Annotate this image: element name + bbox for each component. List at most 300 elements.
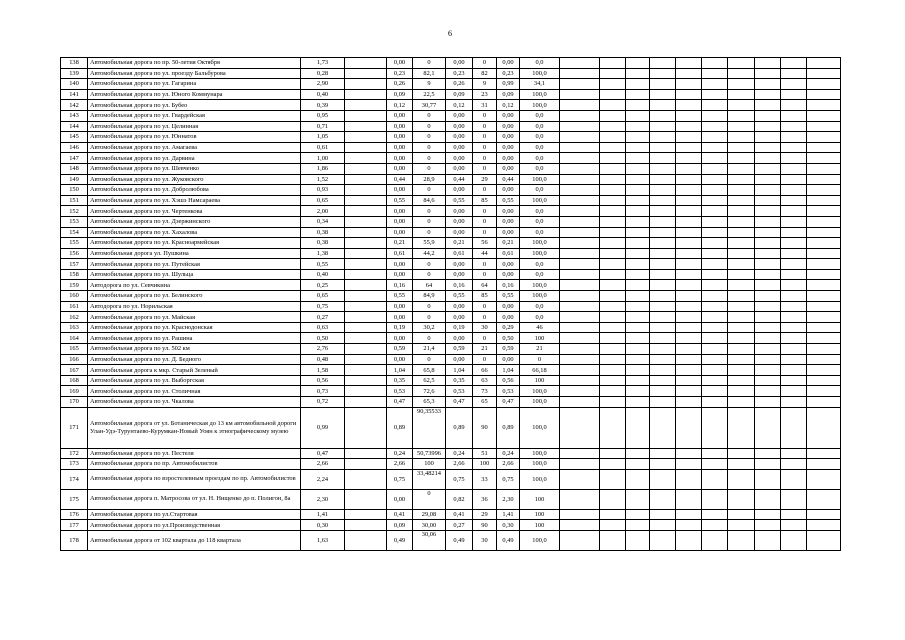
value-cell: 100,0	[520, 448, 560, 459]
row-number-cell: 150	[61, 185, 88, 196]
empty-cell	[676, 195, 702, 206]
value-cell: 0	[413, 354, 446, 365]
road-name-cell: Автомобильная дорога по ул. Гвардейская	[88, 110, 301, 121]
empty-cell	[626, 448, 650, 459]
empty-cell	[650, 354, 676, 365]
empty-cell	[755, 312, 781, 323]
value-cell: 0,89	[387, 407, 413, 448]
empty-cell	[560, 469, 600, 489]
table-row	[61, 163, 841, 174]
value-cell: 0,00	[497, 58, 520, 69]
empty-cell	[650, 448, 676, 459]
value-cell: 100	[520, 520, 560, 531]
empty-cell	[676, 530, 702, 550]
empty-cell	[650, 344, 676, 355]
value-cell	[345, 509, 387, 520]
value-cell: 0,53	[387, 386, 413, 397]
empty-cell	[676, 469, 702, 489]
empty-cell	[650, 58, 676, 69]
empty-cell	[560, 216, 600, 227]
value-cell: 0,38	[301, 227, 345, 238]
value-cell: 0,59	[387, 344, 413, 355]
value-cell: 100,0	[520, 459, 560, 470]
empty-cell	[807, 333, 841, 344]
empty-cell	[626, 280, 650, 291]
empty-cell	[807, 312, 841, 323]
empty-cell	[560, 79, 600, 90]
empty-cell	[755, 206, 781, 217]
value-cell: 0,55	[497, 195, 520, 206]
empty-cell	[807, 58, 841, 69]
empty-cell	[600, 520, 626, 531]
empty-cell	[702, 448, 728, 459]
value-cell: 30,00	[413, 520, 446, 531]
empty-cell	[676, 397, 702, 408]
empty-cell	[728, 132, 755, 143]
empty-cell	[781, 174, 807, 185]
empty-cell	[600, 121, 626, 132]
empty-cell	[728, 469, 755, 489]
empty-cell	[807, 301, 841, 312]
value-cell: 0,82	[446, 489, 473, 509]
value-cell: 0,25	[301, 280, 345, 291]
empty-cell	[728, 459, 755, 470]
empty-cell	[676, 58, 702, 69]
empty-cell	[807, 469, 841, 489]
empty-cell	[755, 509, 781, 520]
empty-cell	[755, 448, 781, 459]
value-cell: 0,00	[446, 185, 473, 196]
value-cell: 73	[473, 386, 497, 397]
empty-cell	[626, 312, 650, 323]
value-cell: 0,00	[497, 269, 520, 280]
empty-cell	[560, 386, 600, 397]
empty-cell	[600, 142, 626, 153]
row-number-cell: 163	[61, 322, 88, 333]
value-cell: 0,44	[387, 174, 413, 185]
value-cell: 1,86	[301, 163, 345, 174]
empty-cell	[676, 386, 702, 397]
empty-cell	[781, 58, 807, 69]
value-cell: 0,12	[446, 100, 473, 111]
value-cell: 0,00	[446, 163, 473, 174]
empty-cell	[600, 530, 626, 550]
empty-cell	[650, 174, 676, 185]
empty-cell	[560, 280, 600, 291]
road-name-cell: Автодорога по ул. Норильская	[88, 301, 301, 312]
value-cell	[345, 259, 387, 270]
value-cell: 0,49	[446, 530, 473, 550]
value-cell: 0	[413, 58, 446, 69]
value-cell: 0	[473, 354, 497, 365]
row-number-cell: 145	[61, 132, 88, 143]
empty-cell	[650, 530, 676, 550]
empty-cell	[650, 375, 676, 386]
empty-cell	[702, 163, 728, 174]
row-number-cell: 168	[61, 375, 88, 386]
value-cell: 82	[473, 68, 497, 79]
value-cell: 30	[473, 322, 497, 333]
row-number-cell: 144	[61, 121, 88, 132]
empty-cell	[650, 79, 676, 90]
value-cell: 21	[473, 344, 497, 355]
value-cell: 0,59	[446, 344, 473, 355]
empty-cell	[807, 344, 841, 355]
empty-cell	[755, 195, 781, 206]
value-cell: 0,63	[301, 322, 345, 333]
empty-cell	[781, 142, 807, 153]
value-cell: 2,00	[301, 206, 345, 217]
empty-cell	[702, 132, 728, 143]
empty-cell	[676, 206, 702, 217]
empty-cell	[728, 248, 755, 259]
empty-cell	[781, 238, 807, 249]
empty-cell	[728, 509, 755, 520]
value-cell: 0,00	[387, 216, 413, 227]
empty-cell	[807, 79, 841, 90]
table-row	[61, 301, 841, 312]
empty-cell	[560, 248, 600, 259]
value-cell: 0,61	[446, 248, 473, 259]
empty-cell	[755, 354, 781, 365]
value-cell: 0,99	[497, 79, 520, 90]
empty-cell	[728, 174, 755, 185]
road-name-cell: Автомобильная дорога по ул. Бубео	[88, 100, 301, 111]
empty-cell	[781, 153, 807, 164]
value-cell: 0,40	[301, 89, 345, 100]
value-cell: 0,30	[497, 520, 520, 531]
empty-cell	[650, 227, 676, 238]
value-cell: 0,26	[446, 79, 473, 90]
row-number-cell: 142	[61, 100, 88, 111]
value-cell: 1,00	[301, 153, 345, 164]
road-name-cell: Автомобильная дорога по ул. 502 км	[88, 344, 301, 355]
value-cell: 2,66	[497, 459, 520, 470]
road-name-cell: Автомобильная дорога по ул. Д. Бедного	[88, 354, 301, 365]
value-cell	[345, 322, 387, 333]
empty-cell	[781, 397, 807, 408]
row-number-cell: 166	[61, 354, 88, 365]
value-cell: 0,00	[497, 354, 520, 365]
value-cell: 0,72	[301, 397, 345, 408]
empty-cell	[650, 509, 676, 520]
empty-cell	[560, 100, 600, 111]
value-cell: 0,71	[301, 121, 345, 132]
value-cell: 0,55	[301, 259, 345, 270]
empty-cell	[755, 79, 781, 90]
row-number-cell: 153	[61, 216, 88, 227]
empty-cell	[781, 322, 807, 333]
value-cell: 0	[473, 163, 497, 174]
value-cell	[345, 448, 387, 459]
empty-cell	[755, 259, 781, 270]
empty-cell	[650, 397, 676, 408]
road-name-cell: Автомобильная дорога п. Матросова от ул. Н. Нищенко до п. Полигон, 8а	[88, 489, 301, 509]
empty-cell	[702, 520, 728, 531]
road-name-cell: Автомобильная дорога по ул. Хэшэ Намсараева	[88, 195, 301, 206]
value-cell	[345, 89, 387, 100]
empty-cell	[807, 509, 841, 520]
value-cell: 0,40	[301, 269, 345, 280]
row-number-cell: 170	[61, 397, 88, 408]
value-cell: 100,0	[520, 397, 560, 408]
value-cell: 0,00	[446, 153, 473, 164]
empty-cell	[728, 280, 755, 291]
value-cell	[345, 68, 387, 79]
empty-cell	[676, 142, 702, 153]
empty-cell	[807, 489, 841, 509]
empty-cell	[650, 195, 676, 206]
empty-cell	[676, 79, 702, 90]
road-name-cell: Автомобильная дорога от 102 квартала до 118 квартала	[88, 530, 301, 550]
value-cell: 0	[473, 301, 497, 312]
value-cell: 0,0	[520, 163, 560, 174]
empty-cell	[676, 489, 702, 509]
empty-cell	[807, 121, 841, 132]
table-row	[61, 530, 841, 550]
empty-cell	[728, 365, 755, 376]
table-row	[61, 110, 841, 121]
empty-cell	[676, 322, 702, 333]
road-name-cell: Автомобильная дорога по ул. Дарвина	[88, 153, 301, 164]
value-cell: 0,0	[520, 142, 560, 153]
empty-cell	[781, 185, 807, 196]
empty-cell	[626, 365, 650, 376]
empty-cell	[600, 79, 626, 90]
empty-cell	[560, 238, 600, 249]
empty-cell	[600, 248, 626, 259]
empty-cell	[560, 132, 600, 143]
value-cell: 100,0	[520, 291, 560, 302]
value-cell: 100,0	[520, 386, 560, 397]
empty-cell	[626, 354, 650, 365]
table-row	[61, 269, 841, 280]
table-row	[61, 365, 841, 376]
table-body	[61, 58, 841, 551]
value-cell: 1,41	[301, 509, 345, 520]
value-cell: 0,00	[497, 142, 520, 153]
value-cell: 100,0	[520, 530, 560, 550]
empty-cell	[560, 375, 600, 386]
value-cell: 64	[413, 280, 446, 291]
value-cell: 0	[413, 163, 446, 174]
table-row	[61, 448, 841, 459]
empty-cell	[755, 386, 781, 397]
value-cell: 100,0	[520, 469, 560, 489]
empty-cell	[755, 153, 781, 164]
value-cell: 0,27	[301, 312, 345, 323]
empty-cell	[702, 68, 728, 79]
row-number-cell: 171	[61, 407, 88, 448]
empty-cell	[755, 301, 781, 312]
empty-cell	[560, 121, 600, 132]
value-cell: 0,00	[446, 132, 473, 143]
value-cell	[345, 79, 387, 90]
empty-cell	[807, 163, 841, 174]
value-cell: 0,0	[520, 110, 560, 121]
value-cell: 0,00	[387, 489, 413, 509]
value-cell: 0,61	[387, 248, 413, 259]
empty-cell	[600, 100, 626, 111]
value-cell: 0,95	[301, 110, 345, 121]
empty-cell	[807, 365, 841, 376]
value-cell: 1,73	[301, 58, 345, 69]
value-cell: 0,09	[497, 89, 520, 100]
empty-cell	[626, 68, 650, 79]
value-cell	[345, 301, 387, 312]
empty-cell	[728, 407, 755, 448]
value-cell: 0,29	[497, 322, 520, 333]
road-name-cell: Автомобильная дорога по ул. Юного Коммунара	[88, 89, 301, 100]
value-cell: 0,65	[301, 291, 345, 302]
empty-cell	[728, 100, 755, 111]
table-row	[61, 375, 841, 386]
value-cell: 100	[520, 375, 560, 386]
empty-cell	[781, 100, 807, 111]
value-cell: 0	[473, 259, 497, 270]
value-cell: 0,34	[301, 216, 345, 227]
empty-cell	[807, 216, 841, 227]
empty-cell	[781, 509, 807, 520]
value-cell: 0	[473, 121, 497, 132]
road-name-cell: Автодорога по ул. Севчикина	[88, 280, 301, 291]
empty-cell	[676, 68, 702, 79]
empty-cell	[650, 206, 676, 217]
empty-cell	[755, 269, 781, 280]
value-cell: 2,24	[301, 469, 345, 489]
value-cell	[345, 174, 387, 185]
value-cell: 62,5	[413, 375, 446, 386]
value-cell: 100,0	[520, 100, 560, 111]
value-cell: 0	[413, 132, 446, 143]
empty-cell	[600, 365, 626, 376]
value-cell: 0,00	[446, 227, 473, 238]
empty-cell	[560, 354, 600, 365]
empty-cell	[600, 269, 626, 280]
empty-cell	[600, 227, 626, 238]
empty-cell	[702, 238, 728, 249]
empty-cell	[676, 248, 702, 259]
empty-cell	[728, 448, 755, 459]
table-row	[61, 489, 841, 509]
row-number-cell: 167	[61, 365, 88, 376]
row-number-cell: 155	[61, 238, 88, 249]
empty-cell	[755, 132, 781, 143]
value-cell: 0,73	[301, 386, 345, 397]
value-cell: 0,55	[387, 195, 413, 206]
value-cell: 0,00	[497, 216, 520, 227]
empty-cell	[676, 227, 702, 238]
row-number-cell: 172	[61, 448, 88, 459]
value-cell: 0	[413, 301, 446, 312]
empty-cell	[702, 489, 728, 509]
empty-cell	[650, 333, 676, 344]
value-cell: 0,35	[446, 375, 473, 386]
empty-cell	[626, 344, 650, 355]
empty-cell	[650, 121, 676, 132]
empty-cell	[755, 185, 781, 196]
value-cell: 0,24	[497, 448, 520, 459]
empty-cell	[702, 89, 728, 100]
value-cell: 0,19	[446, 322, 473, 333]
table-row	[61, 259, 841, 270]
empty-cell	[728, 530, 755, 550]
empty-cell	[650, 163, 676, 174]
value-cell: 0,00	[446, 354, 473, 365]
empty-cell	[600, 132, 626, 143]
empty-cell	[728, 520, 755, 531]
empty-cell	[600, 89, 626, 100]
empty-cell	[626, 322, 650, 333]
empty-cell	[728, 269, 755, 280]
empty-cell	[755, 469, 781, 489]
value-cell: 64	[473, 280, 497, 291]
value-cell: 85	[473, 195, 497, 206]
empty-cell	[807, 142, 841, 153]
empty-cell	[676, 312, 702, 323]
empty-cell	[781, 121, 807, 132]
empty-cell	[626, 407, 650, 448]
empty-cell	[560, 227, 600, 238]
value-cell: 29	[473, 174, 497, 185]
empty-cell	[755, 100, 781, 111]
table-row	[61, 322, 841, 333]
road-name-cell: Автомобильная дорога по ул. Целинная	[88, 121, 301, 132]
row-number-cell: 158	[61, 269, 88, 280]
empty-cell	[781, 248, 807, 259]
empty-cell	[755, 291, 781, 302]
empty-cell	[626, 530, 650, 550]
value-cell: 46	[520, 322, 560, 333]
value-cell: 65	[473, 397, 497, 408]
empty-cell	[781, 489, 807, 509]
empty-cell	[702, 322, 728, 333]
empty-cell	[600, 354, 626, 365]
empty-cell	[807, 354, 841, 365]
empty-cell	[807, 291, 841, 302]
empty-cell	[560, 269, 600, 280]
value-cell	[345, 489, 387, 509]
table-row	[61, 459, 841, 470]
empty-cell	[781, 227, 807, 238]
value-cell: 100,0	[520, 195, 560, 206]
value-cell	[345, 248, 387, 259]
value-cell: 30	[473, 530, 497, 550]
empty-cell	[560, 322, 600, 333]
empty-cell	[560, 312, 600, 323]
table-row	[61, 291, 841, 302]
value-cell: 0,00	[387, 227, 413, 238]
empty-cell	[600, 238, 626, 249]
value-cell: 0	[413, 216, 446, 227]
value-cell: 0,65	[301, 195, 345, 206]
empty-cell	[728, 142, 755, 153]
empty-cell	[755, 280, 781, 291]
empty-cell	[626, 58, 650, 69]
road-name-cell: Автомобильная дорога к мкр. Старый Зеленый	[88, 365, 301, 376]
value-cell: 0,21	[497, 238, 520, 249]
empty-cell	[755, 407, 781, 448]
empty-cell	[755, 89, 781, 100]
value-cell: 0,23	[497, 68, 520, 79]
value-cell	[345, 142, 387, 153]
value-cell: 23	[473, 89, 497, 100]
row-number-cell: 140	[61, 79, 88, 90]
empty-cell	[650, 489, 676, 509]
row-number-cell: 151	[61, 195, 88, 206]
value-cell	[345, 185, 387, 196]
value-cell: 0	[413, 269, 446, 280]
